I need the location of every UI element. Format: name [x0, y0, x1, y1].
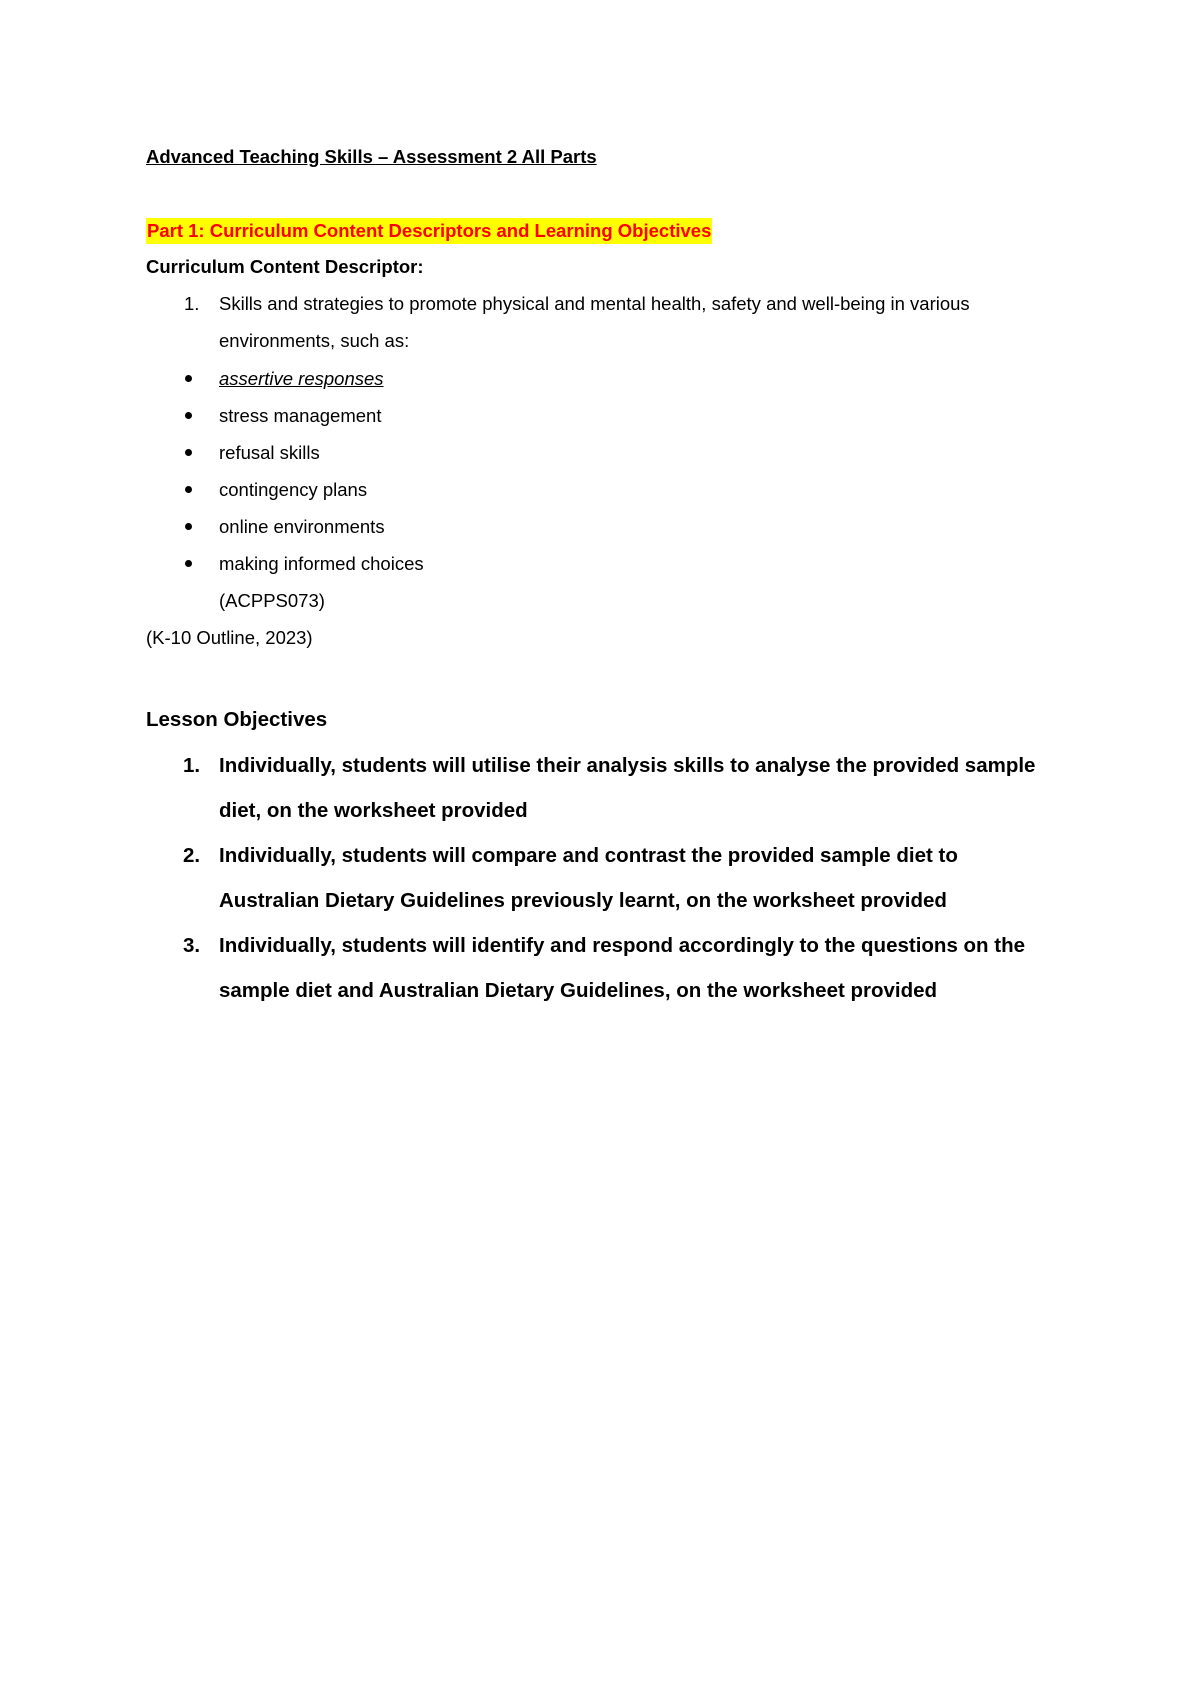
lesson-objective-2-line2: Australian Dietary Guidelines previously learnt, on the worksheet provided — [219, 889, 947, 912]
bullet-icon — [185, 449, 192, 456]
lesson-objective-3-line2: sample diet and Australian Dietary Guidelines, on the worksheet provided — [219, 979, 938, 1002]
lesson-objectives-heading: Lesson Objectives — [146, 708, 328, 731]
bullet-icon — [185, 375, 192, 382]
bullet-item-3: refusal skills — [219, 442, 320, 463]
bullet-icon — [185, 523, 192, 530]
lesson-objective-number: 1. — [183, 754, 201, 777]
bullet-icon — [185, 560, 192, 567]
lesson-objective-1-line2: diet, on the worksheet provided — [219, 799, 528, 822]
curriculum-item-line2: environments, such as: — [219, 330, 410, 351]
lesson-objective-3-line1: Individually, students will identify and respond accordingly to the questions on the — [219, 934, 1026, 957]
curriculum-code: (ACPPS073) — [219, 590, 325, 611]
curriculum-item-number: 1. — [184, 293, 200, 314]
bullet-item-4: contingency plans — [219, 479, 368, 500]
curriculum-item-line1: Skills and strategies to promote physical and mental health, safety and well-being in various — [219, 293, 970, 314]
curriculum-heading: Curriculum Content Descriptor: — [146, 256, 424, 277]
lesson-objective-number: 2. — [183, 844, 201, 867]
bullet-item-6: making informed choices — [219, 553, 424, 574]
bullet-icon — [185, 486, 192, 493]
bullet-item-2: stress management — [219, 405, 382, 426]
lesson-objective-2-line1: Individually, students will compare and contrast the provided sample diet to — [219, 844, 958, 867]
bullet-item-1: assertive responses — [219, 368, 384, 389]
lesson-objective-1-line1: Individually, students will utilise their analysis skills to analyse the provided sample — [219, 754, 1036, 777]
part1-heading: Part 1: Curriculum Content Descriptors and Learning Objectives — [146, 218, 712, 244]
lesson-objective-number: 3. — [183, 934, 201, 957]
bullet-item-5: online environments — [219, 516, 385, 537]
curriculum-reference: (K-10 Outline, 2023) — [146, 627, 313, 648]
bullet-icon — [185, 412, 192, 419]
document-title: Advanced Teaching Skills – Assessment 2 All Parts — [146, 146, 597, 167]
